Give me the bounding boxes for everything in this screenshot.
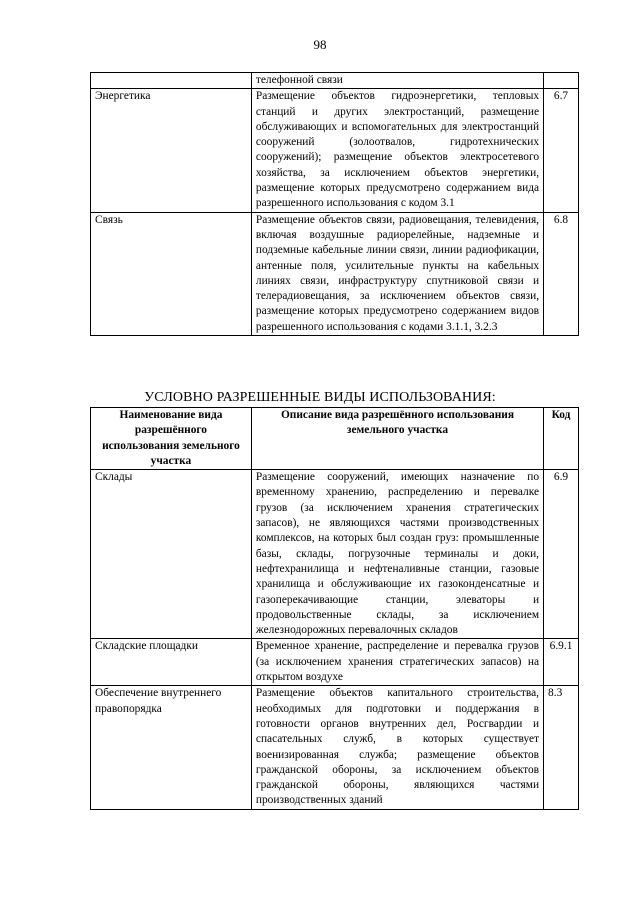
table-row	[91, 89, 579, 212]
page-number: 98	[313, 37, 327, 52]
use-description-cell: телефонной связи	[251, 73, 543, 89]
column-header-name: Наименование вида разрешённого использования земельного участка	[91, 408, 252, 470]
use-description-cell: Размещение сооружений, имеющих назначение по временному хранению, распределению и перевалке грузов (за исключением хранения стратегических запасов), не являющихся частями производственных комплексов, на которых был создан груз: промышленные базы, склады, погрузочные терминалы и доки, нефтехранилища и нефтеналивные станции, газовые хранилища и обслуживающие их газоконденсатные и газоперекачивающие станции, элеваторы и продовольственные склады, за исключением железнодорожных перевалочных складов	[251, 470, 543, 639]
column-header-description: Описание вида разрешённого использования земельного участка	[251, 408, 543, 470]
use-description-cell: Размещение объектов связи, радиовещания, телевидения, включая воздушные радиорелейные, надземные и подземные кабельные линии связи, линии радиофикации, антенные поля, усилительные пункты на кабельных линиях связи, инфраструктуру спутниковой связи и телерадиовещания, за исключением объектов связи, размещение которых предусмотрено содержанием видов разрешенного использования с кодами 3.1.1, 3.2.3	[251, 212, 543, 335]
use-code-cell: 6.7	[544, 89, 579, 212]
use-name-cell	[91, 73, 252, 89]
table-row	[91, 686, 579, 809]
use-name-cell: Складские площадки	[91, 639, 252, 686]
use-name-cell: Обеспечение внутреннего правопорядка	[91, 686, 252, 809]
section-heading: УСЛОВНО РАЗРЕШЕННЫЕ ВИДЫ ИСПОЛЬЗОВАНИЯ:	[144, 390, 496, 405]
table-row	[91, 470, 579, 639]
use-description-cell: Размещение объектов гидроэнергетики, тепловых станций и других электростанций, размещение обслуживающих и вспомогательных для электростанций сооружений (золоотвалов, гидротехнических сооружений); размещение объектов электросетевого хозяйства, за исключением объектов энергетики, размещение которых предусмотрено содержанием вида разрешенного использования с кодом 3.1	[251, 89, 543, 212]
use-code-cell	[544, 73, 579, 89]
use-code-cell: 6.9.1	[544, 639, 579, 686]
use-code-cell: 6.8	[544, 212, 579, 335]
use-name-cell: Склады	[91, 470, 252, 639]
table-header-row	[91, 408, 579, 470]
permitted-uses-table-continued	[90, 72, 579, 336]
use-description-cell: Размещение объектов капитального строительства, необходимых для подготовки и поддержания в готовности органов внутренних дел, Росгвардии и спасательных служб, в которых существует военизированная служба; размещение объектов гражданской обороны, за исключением объектов гражданской обороны, являющихся частями производственных зданий	[251, 686, 543, 809]
use-name-cell: Связь	[91, 212, 252, 335]
use-description-cell: Временное хранение, распределение и перевалка грузов (за исключением хранения стратегических запасов) на открытом воздухе	[251, 639, 543, 686]
table-row	[91, 212, 579, 335]
conditional-uses-table	[90, 407, 579, 810]
use-code-cell: 8.3	[544, 686, 579, 809]
column-header-code: Код	[544, 408, 579, 470]
use-name-cell: Энергетика	[91, 89, 252, 212]
table-row	[91, 639, 579, 686]
use-code-cell: 6.9	[544, 470, 579, 639]
table-row	[91, 73, 579, 89]
